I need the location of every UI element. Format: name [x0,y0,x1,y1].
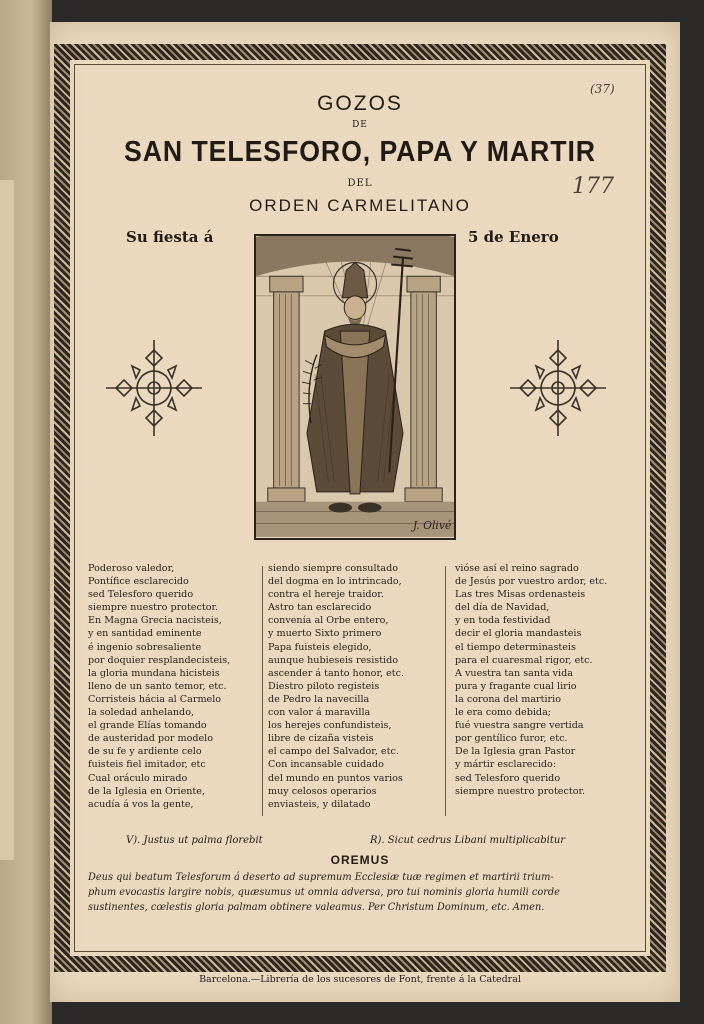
verse-line: sed Telesforo querido [455,772,561,784]
title-orden: ORDEN CARMELITANO [249,196,471,215]
verse-line: De la Iglesia gran Pastor [455,746,576,758]
verse-line: En Magna Grecia nacisteis, [88,615,222,627]
verse-line: contra el hereje traidor. [268,589,384,601]
oremus-title: OREMUS [330,853,390,867]
verse-line: fué vuestra sangre vertida [455,720,584,732]
verse-line: y en santidad eminente [88,628,202,640]
verse-line: A vuestra tan santa vida [455,667,573,679]
verse-line: enviasteis, y dilatado [268,798,371,810]
feast-label: Su fiesta á [126,228,214,246]
verse-line: Papa fuisteis elegido, [268,641,372,653]
verse-line: Cual oráculo mirado [88,772,188,784]
footer-imprint: Barcelona.—Librería de los sucesores de Font, frente á la Catedral [199,974,521,985]
verse-line: el tiempo determinasteis [455,641,576,653]
verse-line: la soledad anhelando, [88,707,195,719]
verse-line: Pontífice esclarecido [88,576,189,588]
verse-line: de Jesús por vuestro ardor, etc. [455,576,608,588]
verse-line: lleno de un santo temor, etc. [88,680,227,692]
verse-column-2 [268,562,404,811]
verse-line: y mártir esclarecido: [455,759,557,771]
title-de: DE [352,120,368,130]
title-del: DEL [347,178,373,189]
verse-column-3 [455,562,607,798]
verse-line: fuisteis fiel imitador, etc [88,759,206,771]
verse-line: Poderoso valedor, [88,563,175,574]
verse-line: el campo del Salvador, etc. [268,746,399,758]
column-divider [445,566,446,816]
verse-line: vióse así el reino sagrado [455,563,579,574]
saint-engraving [254,234,456,540]
verse-line: Astro tan esclarecido [268,602,372,614]
verse-line: con valor á maravilla [268,707,371,719]
prayer-line: Deus qui beatum Telesforum á deserto ad supremum Ecclesiæ tuæ regimen et martirii trium- [88,872,554,883]
verse-line: de su fe y ardiente celo [88,746,202,758]
verse-line: Las tres Misas ordenasteis [455,589,586,601]
verse-line: Con incansable cuidado [268,759,384,771]
verse-line: Corristeis hácia al Carmelo [88,693,222,705]
verse-line: convenía al Orbe entero, [268,615,389,627]
verse-line: de la Iglesia en Oriente, [88,785,206,797]
verse-line: Diestro piloto registeis [268,680,380,692]
prayer-line: phum evocastis largire nobis, quæsumus ut omnia adversa, pro tui nominis gloria humili corde [88,887,560,898]
response: R). Sicut cedrus Libani multiplicabitur [370,835,566,846]
verse-line: decir el gloria mandasteis [455,628,582,640]
versicle: V). Justus ut palma florebit [126,835,263,846]
verse-column-1 [88,562,230,811]
verse-line: la gloria mundana hicisteis [88,667,220,679]
verse-line: de Pedro la navecilla [268,693,370,705]
verse-line: para el cuaresmal rigor, etc. [455,654,593,666]
verse-line: por doquier resplandecisteis, [88,654,231,666]
engraver-signature: J. Olivé [412,519,452,533]
verse-line: del mundo en puntos varios [268,772,403,784]
facing-page-edge [0,0,52,1024]
verse-line: siendo siempre consultado [268,563,399,574]
verse-line: siempre nuestro protector. [88,602,219,614]
verse-line: del día de Navidad, [455,602,550,614]
verse-line: por gentílico furor, etc. [455,733,568,745]
verse-line: de austeridad por modelo [88,733,214,745]
verse-line: ascender á tanto honor, etc. [268,667,405,679]
verse-line: la corona del martirio [455,693,561,705]
ornament-left-icon [102,336,206,440]
verse-line: los herejes confundisteis, [268,720,392,732]
feast-date: 5 de Enero [468,228,559,246]
verse-line: pura y fragante cual lirio [455,680,577,692]
verse-line: sed Telesforo querido [88,589,194,601]
verse-line: libre de cizaña visteis [268,733,374,745]
handwritten-catalog-number: 177 [572,174,614,199]
handwritten-page-number: (37) [590,82,615,96]
verse-line: muy celosos operarios [268,785,377,797]
prayer-line: sustinentes, cœlestis gloria palmam obtinere valeamus. Per Christum Dominum, etc. Amen. [88,902,545,913]
verse-line: le era como debida; [455,707,552,719]
oremus-prayer [88,870,636,915]
verse-line: del dogma en lo intrincado, [268,576,402,588]
verse-line: y muerto Sixto primero [268,628,382,640]
verse-line: aunque hubieseis resistido [268,654,399,666]
verse-line: y en toda festividad [455,615,551,627]
verse-line: é ingenio sobresaliente [88,641,202,653]
title-gozos: GOZOS [317,92,403,115]
ornament-right-icon [506,336,610,440]
column-divider [262,566,263,816]
verse-line: acudía á vos la gente, [88,798,194,810]
verse-line: siempre nuestro protector. [455,785,586,797]
main-title: SAN TELESFORO, PAPA Y MARTIR [124,136,596,168]
verse-line: el grande Elías tomando [88,720,207,732]
